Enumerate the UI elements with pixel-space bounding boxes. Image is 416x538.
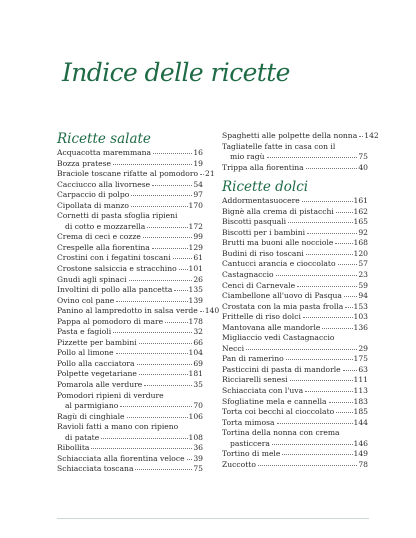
dot-leader	[200, 174, 204, 175]
index-column-left	[57, 131, 220, 475]
entry-first-line	[222, 142, 368, 153]
index-entry	[57, 464, 203, 475]
recipe-name: Tagliatelle fatte in casa con il	[222, 141, 336, 151]
section-heading-dolci: Ricette dolci	[222, 179, 309, 196]
page-number: 113	[353, 386, 368, 396]
entry-line	[57, 243, 203, 254]
index-entry	[222, 142, 368, 163]
dot-leader	[179, 269, 188, 270]
bottom-rule	[57, 518, 369, 519]
page-number: 101	[188, 264, 203, 274]
recipe-name: Pasta e fagioli	[57, 327, 112, 337]
page-number: 175	[353, 354, 368, 364]
entry-continuation-line	[57, 433, 203, 444]
index-entry	[57, 359, 203, 370]
page-number: 32	[193, 327, 203, 337]
entry-line	[57, 443, 203, 454]
dot-leader	[144, 385, 192, 386]
recipe-name: Acquacotta maremmana	[57, 148, 152, 157]
recipe-name: Torta mimosa	[222, 417, 275, 427]
recipe-name: Crema di ceci e cozze	[57, 232, 141, 242]
recipe-name: Biscotti per i bambini	[222, 227, 306, 237]
index-entry	[222, 418, 368, 429]
index-entry	[222, 344, 368, 355]
index-entry	[57, 391, 203, 412]
page-number: 26	[193, 274, 203, 284]
page-number: 161	[353, 196, 368, 206]
page-number: 23	[358, 270, 368, 280]
entry-first-line	[57, 211, 203, 222]
recipe-name-continued: mio ragù	[230, 152, 265, 162]
recipe-name: Cornetti di pasta sfoglia ripieni	[57, 211, 178, 221]
index-entry	[57, 338, 203, 349]
recipe-name: Ribollita	[57, 443, 90, 453]
entry-line	[222, 386, 368, 397]
entry-line	[222, 249, 368, 260]
entry-line	[222, 375, 368, 386]
dot-leader	[290, 380, 353, 381]
entry-line	[57, 464, 203, 475]
dot-leader	[165, 322, 187, 323]
entry-continuation-line	[222, 152, 368, 163]
recipe-name: Cipollata di manzo	[57, 200, 129, 210]
entry-line	[222, 302, 368, 313]
page-number: 78	[358, 459, 368, 469]
page-number: 142	[364, 131, 379, 140]
page-number: 36	[193, 443, 203, 453]
entry-line	[222, 163, 368, 174]
page-number: 63	[358, 364, 368, 374]
dot-leader	[306, 254, 353, 255]
index-entry	[57, 211, 203, 232]
entry-line	[57, 348, 203, 359]
entry-line	[57, 148, 203, 159]
page-number: 129	[188, 242, 203, 252]
page-number: 140	[204, 306, 220, 316]
recipe-name: Polpette vegetariane	[57, 369, 137, 379]
dot-leader	[113, 332, 192, 333]
index-entry	[222, 281, 368, 292]
index-entry	[222, 249, 368, 260]
index-entry	[222, 375, 368, 386]
recipe-name: Pan di ramerino	[222, 354, 284, 364]
page-number: 99	[193, 232, 203, 242]
recipe-name: Zuccotto	[222, 459, 256, 469]
dot-leader	[338, 264, 358, 265]
dot-leader	[129, 280, 193, 281]
index-entry	[57, 169, 215, 180]
recipe-name: Pasticcini di pasta di mandorle	[222, 364, 341, 374]
index-entry	[57, 159, 203, 170]
dot-leader	[277, 423, 353, 424]
recipe-name: Crostini con i fegatini toscani	[57, 253, 171, 263]
recipe-name: Crespelle alla fiorentina	[57, 242, 150, 252]
dot-leader	[276, 275, 358, 276]
page-number: 35	[193, 380, 203, 390]
page-number: 103	[353, 312, 368, 322]
recipe-name: Ricciarelli senesi	[222, 375, 288, 385]
recipe-name: Pomodori ripieni di verdure	[57, 390, 164, 400]
index-entry	[222, 207, 368, 218]
recipe-name: Bozza pratese	[57, 158, 112, 168]
recipe-name: Torta coi becchi al cioccolato	[222, 407, 335, 417]
entry-line	[222, 207, 368, 218]
recipe-name: Gnudi agli spinaci	[57, 274, 127, 284]
recipe-name: Schiacciata alla fiorentina veloce	[57, 453, 185, 463]
index-entry	[222, 428, 368, 449]
dot-leader	[297, 286, 357, 287]
index-entry	[57, 148, 203, 159]
recipe-name: Ovino col pane	[57, 295, 115, 305]
section-heading-salate: Ricette salate	[57, 131, 151, 147]
page-number: 59	[358, 280, 368, 290]
entry-line	[222, 333, 368, 344]
index-entry	[57, 190, 203, 201]
dot-leader	[91, 448, 192, 449]
recipe-name: Castagnaccio	[222, 270, 274, 280]
entry-line	[222, 323, 368, 334]
recipe-name: Addormentasuocere	[222, 196, 300, 206]
entry-line	[222, 270, 368, 281]
recipe-list-salate	[57, 148, 220, 475]
recipe-name: Cacciucco alla livornese	[57, 179, 151, 189]
page-number: 54	[193, 179, 203, 189]
recipe-list-dolci	[222, 196, 368, 470]
index-entry	[222, 228, 368, 239]
dot-leader	[113, 164, 192, 165]
dot-leader	[336, 412, 352, 413]
index-entry	[57, 180, 203, 191]
dot-leader	[139, 343, 193, 344]
recipe-name: Panino al lampredotto in salsa verde	[57, 306, 198, 316]
index-entry	[222, 131, 379, 142]
page-number: 153	[353, 301, 368, 311]
entry-line	[222, 418, 368, 429]
recipe-name: Necci	[222, 343, 245, 353]
index-entry	[222, 386, 368, 397]
page-number: 139	[188, 295, 203, 305]
page-number: 39	[193, 453, 203, 463]
dot-leader	[258, 465, 357, 466]
page-number: 120	[353, 248, 368, 258]
recipe-name-continued: al parmigiano	[65, 401, 119, 411]
page-number: 66	[193, 337, 203, 347]
recipe-name: Cantucci arancia e cioccolato	[222, 259, 336, 269]
index-entry	[57, 275, 203, 286]
index-entry	[222, 365, 368, 376]
dot-leader	[152, 248, 188, 249]
entry-line	[57, 317, 203, 328]
entry-line	[222, 365, 368, 376]
index-entry	[222, 259, 368, 270]
index-entry	[222, 333, 368, 344]
index-entry	[57, 327, 203, 338]
recipe-name: Brutti ma buoni alle nocciole	[222, 238, 334, 248]
page-number: 61	[193, 253, 203, 263]
recipe-name: Pollo al limone	[57, 348, 114, 358]
dot-leader	[329, 402, 353, 403]
entry-line	[57, 201, 203, 212]
page-title: Indice delle ricette	[62, 58, 290, 87]
dot-leader	[135, 469, 192, 470]
page-number: 19	[193, 158, 203, 168]
recipe-name: Pollo alla cacciatora	[57, 358, 135, 368]
index-entry	[57, 232, 203, 243]
entry-line	[222, 354, 368, 365]
dot-leader	[246, 349, 357, 350]
page-number: 146	[353, 438, 368, 448]
entry-line	[57, 169, 215, 180]
recipe-name: Carpaccio di polpo	[57, 190, 130, 200]
index-entry	[222, 196, 368, 207]
entry-line	[57, 306, 220, 317]
entry-line	[222, 196, 368, 207]
entry-line	[222, 291, 368, 302]
dot-leader	[336, 212, 353, 213]
page-number: 108	[188, 432, 203, 442]
index-entry	[57, 243, 203, 254]
dot-leader	[307, 233, 357, 234]
recipe-name: Biscotti pasquali	[222, 217, 287, 227]
entry-first-line	[222, 428, 368, 439]
dot-leader	[344, 296, 357, 297]
page-number: 111	[353, 375, 368, 385]
dot-leader	[267, 157, 358, 158]
recipe-name-continued: pasticcera	[230, 438, 270, 448]
dot-leader	[187, 459, 193, 460]
dot-leader	[116, 301, 187, 302]
recipe-name: Ravioli fatti a mano con ripieno	[57, 422, 179, 432]
dot-leader	[131, 206, 188, 207]
index-entry	[57, 264, 203, 275]
index-entry	[57, 285, 203, 296]
page-number: 16	[193, 148, 203, 157]
entry-line	[57, 359, 203, 370]
entry-line	[222, 238, 368, 249]
dot-leader	[139, 374, 188, 375]
index-entry	[57, 454, 203, 465]
recipe-name: Sfogliatine mela e cannella	[222, 396, 327, 406]
entry-line	[222, 407, 368, 418]
index-entry	[222, 354, 368, 365]
page-number: 170	[188, 200, 203, 210]
page-number: 29	[358, 343, 368, 353]
index-entry	[222, 397, 368, 408]
page-number: 135	[188, 285, 203, 295]
recipe-name: Pomarola alle verdure	[57, 380, 143, 390]
entry-line	[222, 259, 368, 270]
dot-leader	[127, 417, 188, 418]
page-number: 183	[353, 396, 368, 406]
index-entry	[222, 163, 368, 174]
entry-line	[222, 460, 368, 471]
recipe-name: Ciambellone all'uovo di Pasqua	[222, 291, 342, 301]
index-entry	[57, 306, 220, 317]
page-number: 185	[353, 407, 368, 417]
index-entry	[222, 312, 368, 323]
dot-leader	[152, 185, 192, 186]
entry-line	[57, 180, 203, 191]
index-entry	[57, 443, 203, 454]
recipe-name: Schiacciata con l'uva	[222, 386, 304, 396]
recipe-name: Braciole toscane rifatte al pomodoro	[57, 169, 199, 179]
dot-leader	[359, 136, 363, 137]
entry-line	[222, 228, 368, 239]
page-number: 21	[205, 169, 215, 179]
index-entry	[57, 412, 203, 423]
recipe-name: Involtini di pollo alla pancetta	[57, 285, 173, 295]
dot-leader	[272, 444, 353, 445]
page-number: 181	[188, 369, 203, 379]
page-number: 94	[358, 291, 368, 301]
entry-line	[57, 454, 203, 465]
index-entry	[222, 291, 368, 302]
dot-leader	[282, 454, 352, 455]
dot-leader	[131, 195, 192, 196]
page-number: 178	[188, 316, 203, 326]
entry-line	[57, 369, 203, 380]
page-number: 97	[193, 190, 203, 200]
dot-leader	[306, 168, 358, 169]
page-number: 162	[353, 206, 368, 216]
recipe-name: Spaghetti alle polpette della nonna	[222, 131, 358, 140]
page-number: 40	[358, 162, 368, 172]
entry-line	[57, 338, 203, 349]
page-number: 144	[353, 417, 368, 427]
dot-leader	[303, 317, 353, 318]
recipe-name: Bignè alla crema di pistacchi	[222, 206, 334, 216]
recipe-name: Migliaccio vedi Castagnaccio	[222, 333, 335, 343]
recipe-name: Pappa al pomodoro di mare	[57, 316, 164, 326]
dot-leader	[137, 364, 193, 365]
index-entry	[222, 302, 368, 313]
entry-line	[57, 232, 203, 243]
index-column-right	[222, 131, 379, 470]
entry-continuation-line	[57, 401, 203, 412]
page-number: 57	[358, 259, 368, 269]
dot-leader	[345, 307, 352, 308]
page-number: 69	[193, 358, 203, 368]
index-entry	[57, 317, 203, 328]
recipe-name: Tortina della nonna con crema	[222, 428, 340, 438]
dot-leader	[153, 153, 192, 154]
page-number: 75	[358, 152, 368, 162]
page-number: 136	[353, 322, 368, 332]
index-entry	[222, 217, 368, 228]
index-entry	[57, 296, 203, 307]
recipe-name-continued: di patate	[65, 432, 100, 442]
page-number: 92	[358, 227, 368, 237]
entry-line	[57, 190, 203, 201]
index-entry	[222, 270, 368, 281]
index-entry	[222, 323, 368, 334]
dot-leader	[305, 391, 352, 392]
dot-leader	[288, 222, 352, 223]
dot-leader	[147, 227, 187, 228]
index-entry	[57, 348, 203, 359]
entry-line	[222, 397, 368, 408]
dot-leader	[174, 290, 187, 291]
entry-first-line	[57, 422, 203, 433]
dot-leader	[143, 237, 192, 238]
dot-leader	[200, 311, 204, 312]
page-number: 106	[188, 411, 203, 421]
entry-first-line	[57, 391, 203, 402]
dot-leader	[120, 406, 192, 407]
recipe-name: Pizzette per bambini	[57, 337, 137, 347]
recipe-name: Schiacciata toscana	[57, 464, 134, 474]
page-number: 75	[193, 464, 203, 474]
recipe-name: Crostone salsiccia e stracchino	[57, 264, 177, 274]
recipe-name: Crostata con la mia pasta frolla	[222, 301, 344, 311]
page-number: 172	[188, 221, 203, 231]
recipe-list-salate-continued	[222, 131, 379, 173]
recipe-name: Tortino di mele	[222, 449, 281, 459]
page-number: 168	[353, 238, 368, 248]
index-entry	[222, 460, 368, 471]
entry-line	[222, 449, 368, 460]
entry-line	[57, 412, 203, 423]
recipe-name: Trippa alla fiorentina	[222, 162, 304, 172]
entry-line	[57, 275, 203, 286]
page-number: 165	[353, 217, 368, 227]
entry-line	[222, 217, 368, 228]
entry-continuation-line	[222, 439, 368, 450]
entry-line	[57, 264, 203, 275]
entry-line	[222, 131, 379, 142]
dot-leader	[343, 370, 358, 371]
recipe-name: Budini di riso toscani	[222, 248, 304, 258]
page-number: 104	[188, 348, 203, 358]
entry-line	[57, 296, 203, 307]
index-entry	[222, 407, 368, 418]
index-entry	[222, 238, 368, 249]
entry-continuation-line	[57, 222, 203, 233]
recipe-name-continued: di cotto e mozzarella	[65, 221, 146, 231]
entry-line	[222, 281, 368, 292]
index-entry	[57, 369, 203, 380]
recipe-name: Frittelle di riso dolci	[222, 312, 301, 322]
dot-leader	[286, 359, 353, 360]
index-entry	[57, 253, 203, 264]
entry-line	[222, 312, 368, 323]
recipe-name: Cenci di Carnevale	[222, 280, 296, 290]
dot-leader	[173, 258, 193, 259]
dot-leader	[302, 201, 353, 202]
page-number: 70	[193, 401, 203, 411]
index-entry	[222, 449, 368, 460]
dot-leader	[335, 243, 352, 244]
dot-leader	[322, 328, 352, 329]
entry-line	[57, 285, 203, 296]
dot-leader	[101, 438, 187, 439]
entry-line	[57, 253, 203, 264]
recipe-name: Mantovana alle mandorle	[222, 322, 321, 332]
index-entry	[57, 422, 203, 443]
index-entry	[57, 201, 203, 212]
entry-line	[57, 380, 203, 391]
recipe-name: Ragù di cinghiale	[57, 411, 125, 421]
page-number: 149	[353, 449, 368, 459]
entry-line	[57, 327, 203, 338]
entry-line	[222, 344, 368, 355]
index-entry	[57, 380, 203, 391]
entry-line	[57, 159, 203, 170]
dot-leader	[116, 353, 188, 354]
